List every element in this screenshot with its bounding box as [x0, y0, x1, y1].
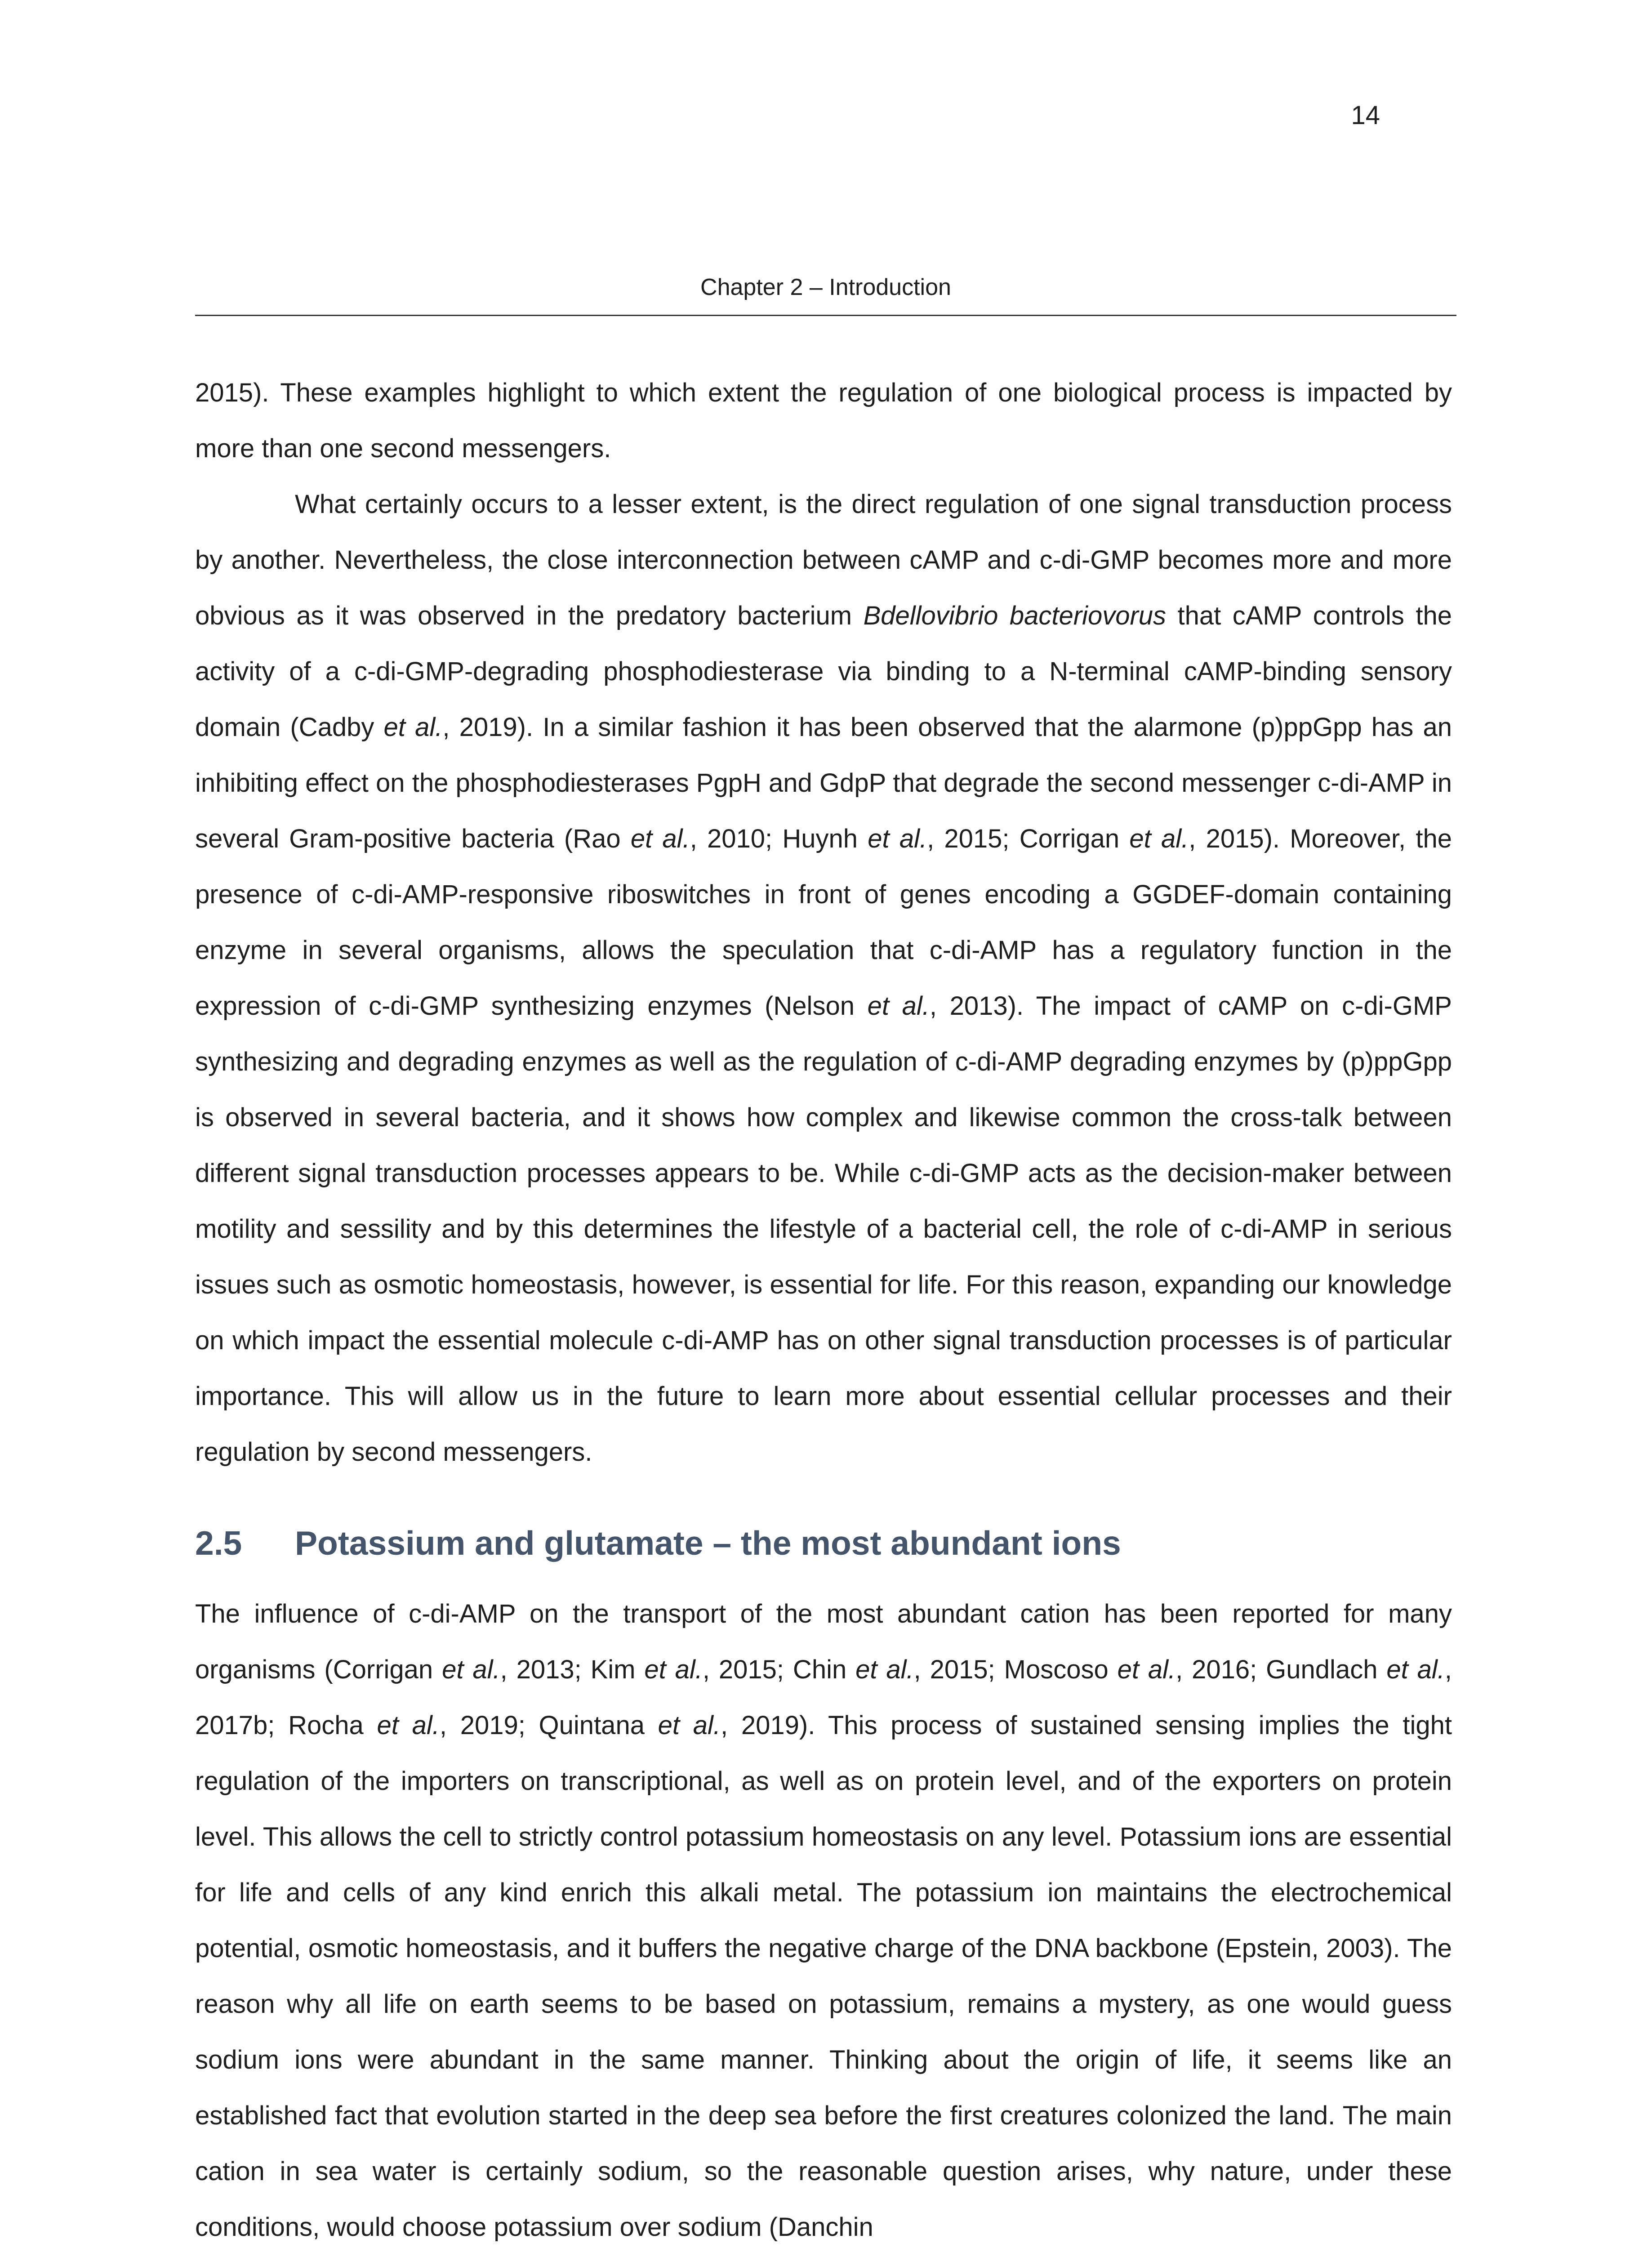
citation-etal: et al. [868, 824, 927, 853]
text-run: What certainly occurs to a lesser extent, is the direct regulation of one signal transduction process by another. Nevertheless, the close interconnection between cAMP and c-di-GMP becomes more and more obvious as it was observed in the predatory bacterium [195, 490, 1452, 630]
text-run: , 2015; Chin [702, 1655, 856, 1684]
text-run: , 2010; Huynh [690, 824, 868, 853]
page-number: 14 [1351, 101, 1380, 130]
citation-etal: et al. [1386, 1655, 1445, 1684]
header-divider [195, 315, 1456, 316]
paragraph-second-messenger-crosstalk [195, 477, 1452, 1480]
text-run: , 2019; Quintana [439, 1711, 658, 1740]
citation-etal: et al. [630, 824, 690, 853]
citation-etal: et al. [867, 991, 930, 1021]
citation-etal: et al. [1117, 1655, 1176, 1684]
text-run: 2015). These examples highlight to which extent the regulation of one biological process is impacted by more than one second messengers. [195, 378, 1452, 463]
text-run: that cAMP controls the activity of a c-di-GMP-degrading phosphodiesterase via binding to a N-terminal cAMP-binding sensory domain (Cadby [195, 601, 1452, 742]
paragraph-potassium [195, 1586, 1452, 2248]
text-run: , 2015; Moscoso [913, 1655, 1118, 1684]
text-run: , 2015; Corrigan [927, 824, 1130, 853]
text-run: The influence of c-di-AMP on the transport of the most abundant cation has been reported for many organisms (Corrigan [195, 1599, 1452, 1684]
text-run: , 2013; Kim [500, 1655, 645, 1684]
citation-etal: et al. [644, 1655, 703, 1684]
citation-etal: et al. [855, 1655, 914, 1684]
text-run: , 2013). The impact of cAMP on c-di-GMP synthesizing and degrading enzymes as well as the regulation of c-di-AMP degrading enzymes by (p)ppGpp is observed in several bacteria, and it shows how complex and likewise common the cross-talk between different signal transduction processes appears to be. While c-di-GMP acts as the decision-maker between motility and sessility and by this determines the lifestyle of a bacterial cell, the role of c-di-AMP in serious issues such as osmotic homeostasis, however, is essential for life. For this reason, expanding our knowledge on which impact the essential molecule c-di-AMP has on other signal transduction processes is of particular importance. This will allow us in the future to learn more about essential cellular processes and their regulation by second messengers. [195, 991, 1452, 1467]
text-run: , 2015). Moreover, the presence of c-di-AMP-responsive riboswitches in front of genes encoding a GGDEF-domain containing enzyme in several organisms, allows the speculation that c-di-AMP has a regulatory function in the expression of c-di-GMP synthesizing enzymes (Nelson [195, 824, 1452, 1021]
citation-etal: et al. [383, 713, 443, 742]
text-run: , 2016; Gundlach [1176, 1655, 1387, 1684]
citation-etal: et al. [658, 1711, 721, 1740]
text-run: , 2017b; Rocha [195, 1655, 1452, 1740]
running-header: Chapter 2 – Introduction [700, 274, 951, 300]
text-run: , 2019). In a similar fashion it has been observed that the alarmone (p)ppGpp has an inhibiting effect on the phosphodiesterases PgpH and GdpP that degrade the second messenger c-di-AMP in several Gram-positive bacteria (Rao [195, 713, 1452, 853]
section-title: Potassium and glutamate – the most abundant ions [295, 1524, 1121, 1562]
body-text [195, 365, 1452, 2248]
text-run: , 2019). This process of sustained sensing implies the tight regulation of the importers on transcriptional, as well as on protein level, and of the exporters on protein level. This allows the cell to strictly control potassium homeostasis on any level. Potassium ions are essential for life and cells of any kind enrich this alkali metal. The potassium ion maintains the electrochemical potential, osmotic homeostasis, and it buffers the negative charge of the DNA backbone (Epstein, 2003). The reason why all life on earth seems to be based on potassium, remains a mystery, as one would guess sodium ions were abundant in the same manner. Thinking about the origin of life, it seems like an established fact that evolution started in the deep sea before the first creatures colonized the land. The main cation in sea water is certainly sodium, so the reasonable question arises, why nature, under these conditions, would choose potassium over sodium (Danchin [195, 1711, 1452, 2242]
citation-etal: et al. [377, 1711, 440, 1740]
paragraph-continuation [195, 365, 1452, 477]
section-number: 2.5 [195, 1524, 242, 1562]
section-heading [195, 1515, 1452, 1571]
citation-etal: et al. [442, 1655, 500, 1684]
species-name: Bdellovibrio bacteriovorus [863, 601, 1167, 630]
citation-etal: et al. [1129, 824, 1189, 853]
